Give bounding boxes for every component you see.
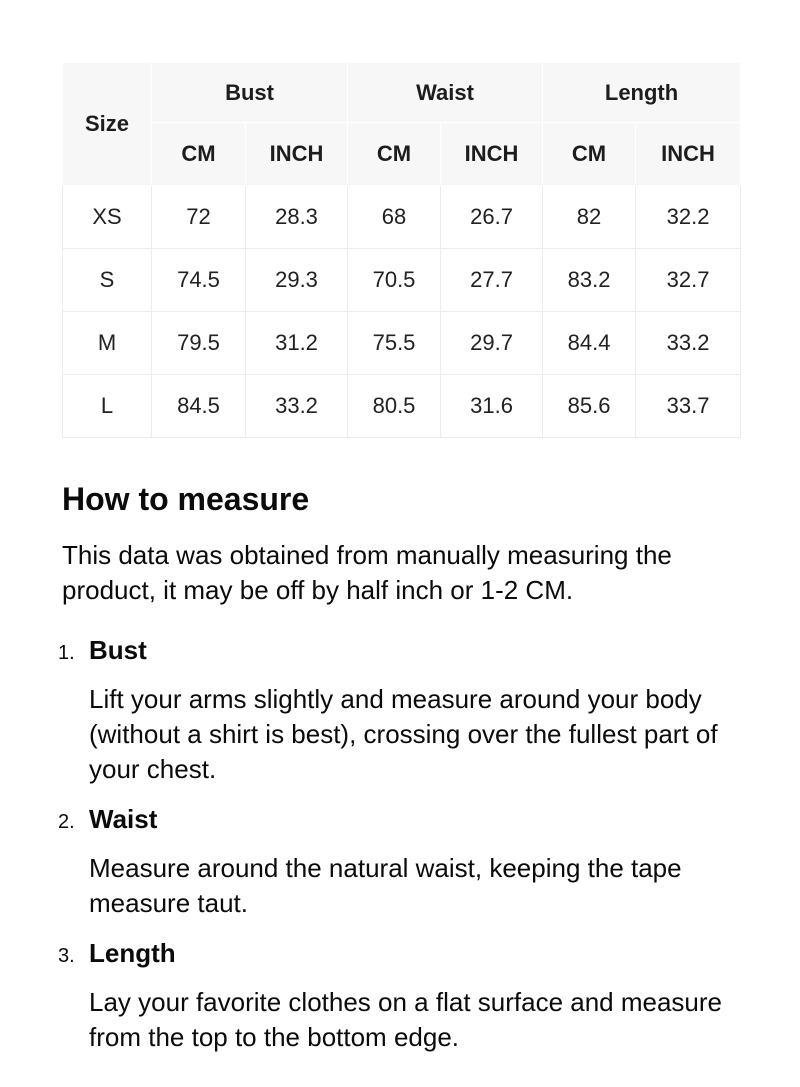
- waist-cm-header: CM: [348, 123, 441, 186]
- size-cell: M: [63, 312, 152, 375]
- measurement-cell: 82: [543, 186, 636, 249]
- measurement-cell: 80.5: [348, 375, 441, 438]
- measurement-cell: 31.6: [441, 375, 543, 438]
- measurement-cell: 33.7: [636, 375, 741, 438]
- size-cell: XS: [63, 186, 152, 249]
- step-header: [58, 803, 742, 835]
- measurement-cell: 31.2: [246, 312, 348, 375]
- measurement-cell: 29.7: [441, 312, 543, 375]
- size-cell: L: [63, 375, 152, 438]
- table-row: [63, 186, 741, 249]
- waist-group-header: Waist: [348, 63, 543, 123]
- measurement-cell: 33.2: [246, 375, 348, 438]
- step-title: Bust: [89, 635, 147, 665]
- size-cell: S: [63, 249, 152, 312]
- measurement-cell: 83.2: [543, 249, 636, 312]
- measurement-cell: 79.5: [152, 312, 246, 375]
- table-group-header-row: [63, 63, 741, 123]
- measurement-cell: 29.3: [246, 249, 348, 312]
- size-column-header: Size: [63, 63, 152, 186]
- bust-cm-header: CM: [152, 123, 246, 186]
- measure-step: [58, 937, 742, 1055]
- measure-step: [58, 803, 742, 921]
- waist-inch-header: INCH: [441, 123, 543, 186]
- step-header: [58, 937, 742, 969]
- size-chart-table: [62, 62, 741, 438]
- step-number: 2.: [58, 811, 75, 833]
- measurement-cell: 32.2: [636, 186, 741, 249]
- measurement-cell: 68: [348, 186, 441, 249]
- measurement-cell: 84.4: [543, 312, 636, 375]
- measurement-cell: 27.7: [441, 249, 543, 312]
- measurement-cell: 84.5: [152, 375, 246, 438]
- length-group-header: Length: [543, 63, 741, 123]
- measurement-cell: 74.5: [152, 249, 246, 312]
- size-chart-header: [63, 63, 741, 186]
- measurement-cell: 28.3: [246, 186, 348, 249]
- table-row: [63, 249, 741, 312]
- step-description: Measure around the natural waist, keeping the tape measure taut.: [89, 853, 682, 918]
- measurement-cell: 26.7: [441, 186, 543, 249]
- measurement-cell: 70.5: [348, 249, 441, 312]
- measure-step: [58, 634, 742, 787]
- step-title: Length: [89, 938, 176, 968]
- table-unit-header-row: [63, 123, 741, 186]
- length-cm-header: CM: [543, 123, 636, 186]
- measurement-cell: 33.2: [636, 312, 741, 375]
- bust-inch-header: INCH: [246, 123, 348, 186]
- measurement-cell: 32.7: [636, 249, 741, 312]
- step-number: 3.: [58, 945, 75, 967]
- how-to-measure-heading: How to measure: [62, 481, 310, 517]
- measurement-cell: 72: [152, 186, 246, 249]
- table-row: [63, 312, 741, 375]
- measurement-cell: 75.5: [348, 312, 441, 375]
- step-number: 1.: [58, 642, 75, 664]
- bust-group-header: Bust: [152, 63, 348, 123]
- measure-steps-list: [58, 634, 742, 1055]
- measurement-cell: 85.6: [543, 375, 636, 438]
- step-description: Lay your favorite clothes on a flat surface and measure from the top to the bottom edge.: [89, 987, 723, 1052]
- step-description: Lift your arms slightly and measure around your body (without a shirt is best), crossing over the fullest part of your chest.: [89, 684, 718, 784]
- table-row: [63, 375, 741, 438]
- measure-intro-paragraph: This data was obtained from manually measuring the product, it may be off by half inch or 1-2 CM.: [62, 540, 672, 605]
- step-title: Waist: [89, 804, 158, 834]
- length-inch-header: INCH: [636, 123, 741, 186]
- size-chart-body: [63, 186, 741, 438]
- step-header: [58, 634, 742, 666]
